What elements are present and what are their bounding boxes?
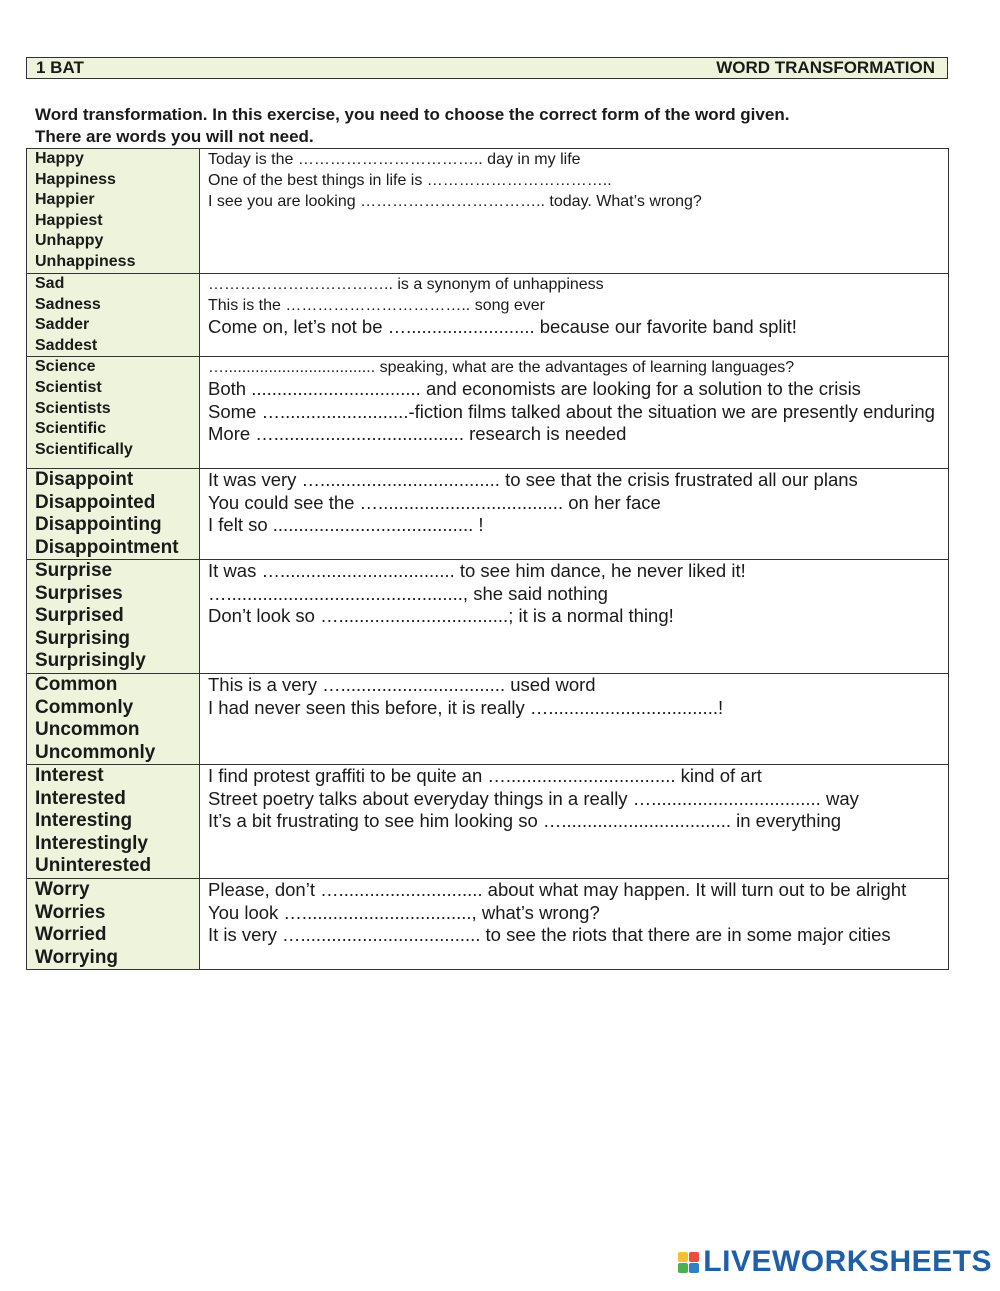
word: Scientific	[35, 420, 107, 438]
table-row-common	[27, 674, 949, 765]
word: Happiest	[35, 211, 103, 229]
sentence[interactable]: It is very …................................... to see the riots that there are in some major cities	[208, 924, 891, 946]
sentence[interactable]: Come on, let’s not be …......................... because our favorite band split!	[208, 316, 797, 337]
exercise-table	[26, 148, 949, 970]
sentence[interactable]: More …..................................... research is needed	[208, 423, 627, 445]
word: Interestingly	[35, 832, 148, 854]
logo-block	[678, 1252, 688, 1262]
word: Disappointing	[35, 514, 162, 536]
word-list	[27, 149, 200, 274]
word: Interesting	[35, 810, 133, 832]
word: Disappointment	[35, 536, 179, 558]
table-row-worry	[27, 879, 949, 970]
word: Worry	[35, 879, 90, 901]
sentence[interactable]: ….................................. speaking, what are the advantages of learning languages?	[208, 359, 795, 377]
word: Scientist	[35, 378, 102, 396]
word: Sadness	[35, 295, 101, 313]
word: Unhappiness	[35, 252, 136, 270]
word: Surprising	[35, 627, 131, 649]
logo-blocks-icon	[678, 1252, 699, 1273]
word-list	[27, 765, 200, 879]
word: Interested	[35, 787, 126, 809]
sentence[interactable]: I see you are looking …………………………….. today. What’s wrong?	[208, 193, 702, 210]
sentence[interactable]: Street poetry talks about everyday things in a really …................................. way	[208, 787, 859, 809]
sentence[interactable]: Don’t look so ….................................; it is a normal thing!	[208, 605, 674, 627]
word: Worrying	[35, 946, 119, 968]
sentence[interactable]: ….............................................., she said nothing	[208, 582, 608, 604]
word: Surprised	[35, 605, 124, 627]
sentence[interactable]: I find protest graffiti to be quite an …................................. kind of art	[208, 765, 762, 787]
word: Worries	[35, 901, 106, 923]
sentence[interactable]: Today is the …………………………….. day in my life	[208, 151, 581, 168]
word: Common	[35, 674, 118, 696]
word: Surprisingly	[35, 650, 146, 672]
logo-block	[689, 1263, 699, 1273]
sentence[interactable]: You could see the ….................................... on her face	[208, 491, 661, 513]
word: Happiness	[35, 170, 116, 188]
sentence[interactable]: I had never seen this before, it is really ….................................!	[208, 696, 724, 718]
sentence-list	[200, 469, 949, 560]
sentence[interactable]: It was ….................................. to see him dance, he never liked it!	[208, 560, 746, 582]
sentence[interactable]: I felt so ....................................... !	[208, 514, 484, 536]
word-list	[27, 674, 200, 765]
logo-block	[678, 1263, 688, 1273]
word: Saddest	[35, 336, 98, 354]
sentence-list	[200, 149, 949, 274]
word-list	[27, 274, 200, 357]
table-row-interest	[27, 765, 949, 879]
word: Happier	[35, 191, 95, 209]
word: Worried	[35, 924, 107, 946]
sentence[interactable]: This is the …………………………….. song ever	[208, 297, 545, 314]
table-row-happy	[27, 149, 949, 274]
word: Interest	[35, 765, 104, 787]
sentence-list	[200, 560, 949, 674]
liveworksheets-logo[interactable]	[678, 1245, 992, 1279]
word: Sad	[35, 275, 65, 292]
word: Disappointed	[35, 491, 156, 513]
class-label: 1 BAT	[36, 58, 84, 77]
logo-text: LIVEWORKSHEETS	[703, 1245, 992, 1278]
word-list	[27, 357, 200, 469]
word: Commonly	[35, 696, 134, 718]
word-list	[27, 879, 200, 970]
sentence-list	[200, 879, 949, 970]
table-row-sad	[27, 274, 949, 357]
word: Disappoint	[35, 469, 134, 491]
word: Surprise	[35, 560, 113, 582]
sentence-list	[200, 274, 949, 357]
instructions	[35, 104, 935, 148]
header-bar	[26, 57, 948, 79]
word: Uncommonly	[35, 741, 156, 763]
sentence[interactable]: It’s a bit frustrating to see him looking so …................................. in everything	[208, 810, 842, 832]
sentence[interactable]: Please, don’t …............................ about what may happen. It will turn out to be alright	[208, 879, 907, 901]
word: Happy	[35, 150, 84, 167]
word: Science	[35, 358, 96, 376]
instructions-line-1: Word transformation. In this exercise, you need to choose the correct form of the word given.	[35, 105, 790, 124]
table-row-surprise	[27, 560, 949, 674]
word: Surprises	[35, 582, 123, 604]
word: Unhappy	[35, 232, 104, 250]
sentence-list	[200, 765, 949, 879]
word: Scientists	[35, 399, 111, 417]
sentence-list	[200, 674, 949, 765]
word: Sadder	[35, 316, 90, 334]
sentence[interactable]: This is a very …................................ used word	[208, 674, 596, 696]
sentence[interactable]: …………………………….. is a synonym of unhappiness	[208, 276, 604, 293]
logo-block	[689, 1252, 699, 1262]
sentence[interactable]: It was very …................................... to see that the crisis frustrated all our plans	[208, 469, 858, 491]
sentence[interactable]: One of the best things in life is ……………………………..	[208, 172, 612, 189]
sentence[interactable]: Both ................................. and economists are looking for a solution to the crisis	[208, 378, 861, 400]
word: Scientifically	[35, 440, 133, 458]
word: Uncommon	[35, 719, 140, 741]
sentence-list	[200, 357, 949, 469]
word-list	[27, 560, 200, 674]
sentence[interactable]: Some ….........................-fiction films talked about the situation we are presently enduring	[208, 400, 935, 422]
sentence[interactable]: You look …................................., what’s wrong?	[208, 901, 600, 923]
worksheet-title: WORD TRANSFORMATION	[716, 58, 935, 77]
table-row-science	[27, 357, 949, 469]
word-list	[27, 469, 200, 560]
word: Uninterested	[35, 855, 152, 877]
instructions-line-2: There are words you will not need.	[35, 127, 314, 146]
table-row-disappoint	[27, 469, 949, 560]
